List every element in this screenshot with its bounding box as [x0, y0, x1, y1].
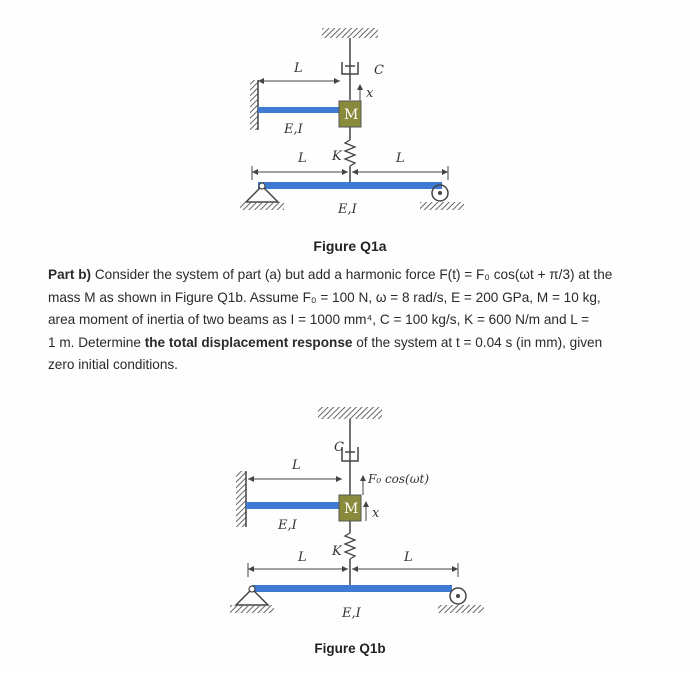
statement-line-1: Part b) Consider the system of part (a) but add a harmonic force F(t) = F₀ cos(ωt + π/3) at the [48, 267, 613, 282]
damper-label: C [334, 440, 344, 455]
displacement-arrow [363, 501, 369, 521]
top-length-label: L [292, 458, 301, 473]
spring-symbol [345, 127, 355, 182]
left-wall [250, 80, 258, 130]
emphasis-total-displacement: the total displacement response [144, 334, 353, 350]
cantilever-props-label: E,I [284, 122, 303, 137]
displacement-arrow [357, 84, 363, 102]
bottom-beam-props-label: E,I [342, 606, 361, 621]
cantilever-beam [246, 502, 340, 509]
displacement-label: x [366, 86, 374, 101]
part-b-label: Part b) [48, 267, 92, 282]
figure-q1a-diagram [0, 0, 700, 240]
ceiling-support [318, 407, 382, 419]
top-length-label: L [294, 61, 303, 76]
spring-label: K [332, 149, 342, 164]
mass-label: M [344, 107, 359, 123]
displacement-label: x [372, 506, 380, 521]
force-arrow [360, 475, 366, 495]
statement-line-5: zero initial conditions. [48, 357, 178, 372]
span-dimensions [248, 563, 458, 577]
figure-q1a-caption: Figure Q1a [313, 238, 387, 254]
problem-statement [48, 264, 668, 377]
figure-q1b-diagram [0, 395, 700, 635]
right-span-label: L [396, 151, 405, 166]
statement-line-2: mass M as shown in Figure Q1b. Assume F₀ = 100 N, ω = 8 rad/s, E = 200 GPa, M = 10 kg, [48, 289, 601, 305]
simply-supported-beam [252, 585, 452, 592]
top-length-dimension [258, 78, 340, 84]
spring-symbol [345, 521, 355, 585]
cantilever-props-label: E,I [278, 518, 297, 533]
right-span-label: L [404, 550, 413, 565]
ceiling-support [322, 28, 378, 38]
figure-q1b-caption: Figure Q1b [314, 641, 386, 656]
statement-line-4: 1 m. Determine the total displacement response of the system at t = 0.04 s (in mm), given [48, 334, 603, 350]
simply-supported-beam [258, 182, 442, 189]
left-wall [236, 471, 246, 527]
left-span-label: L [298, 151, 307, 166]
bottom-beam-props-label: E,I [338, 202, 357, 217]
statement-line-3: area moment of inertia of two beams as I = 1000 mm⁴, C = 100 kg/s, K = 600 N/m and L = [48, 312, 590, 327]
spring-label: K [332, 544, 342, 559]
left-span-label: L [298, 550, 307, 565]
top-length-dimension [248, 476, 342, 482]
damper-label: C [374, 63, 384, 78]
mass-label: M [344, 501, 359, 517]
force-label: F₀ cos(ωt) [368, 472, 430, 486]
cantilever-beam [258, 107, 340, 113]
